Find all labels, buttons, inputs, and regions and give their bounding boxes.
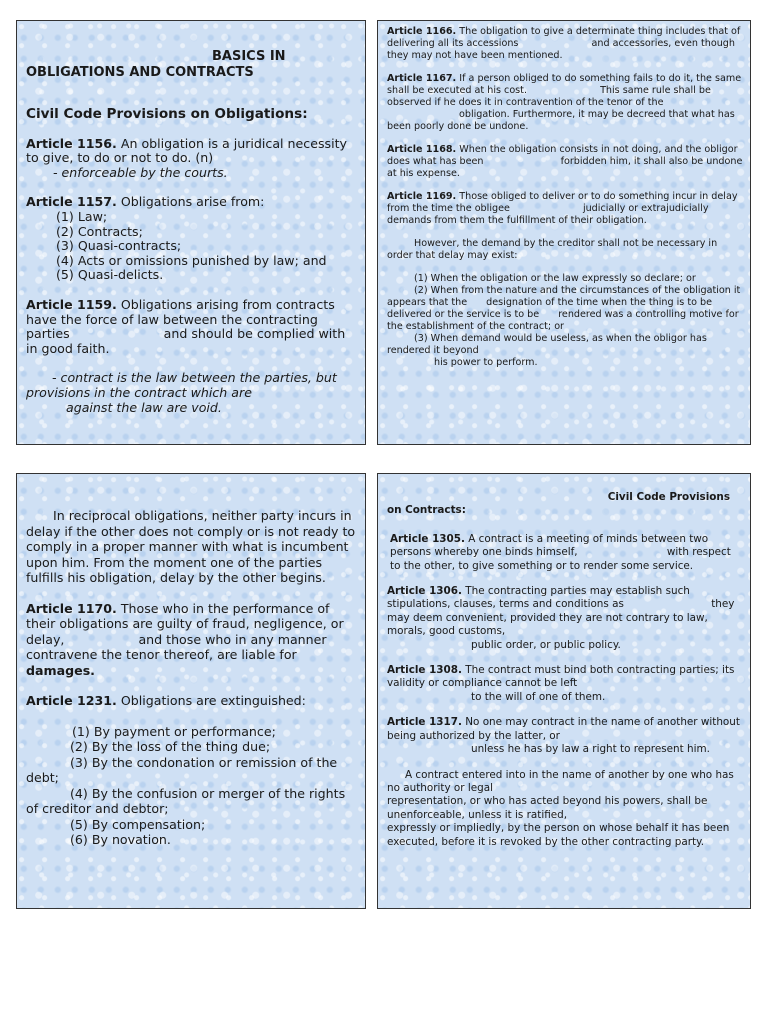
article-note: - enforceable by the courts. <box>53 164 228 180</box>
list-extinguishment-modes <box>26 724 357 848</box>
article-1305 <box>387 533 744 573</box>
list-item: (6) By novation. <box>70 832 171 847</box>
article-1170 <box>26 601 357 679</box>
paragraph-unauthorized-contract <box>387 769 744 849</box>
article-1166 <box>387 26 744 62</box>
article-heading: Article 1157. <box>26 194 117 210</box>
article-text: The contracting parties may establish such stipulations, clauses, terms and conditions as <box>387 585 690 611</box>
article-text: Obligations are extinguished: <box>116 693 306 708</box>
article-heading: Article 1168. <box>387 144 457 155</box>
article-text: obligation. Furthermore, it may be decreed that what has been poorly done be undone. <box>387 109 735 132</box>
list-item <box>387 333 744 369</box>
card-obligations-continued <box>16 473 366 909</box>
paragraph-line: representation, or who has acted beyond his powers, shall be unenforceable, unless it is ratified, <box>387 795 708 821</box>
article-1156 <box>26 137 357 166</box>
note-line: - contract is the law between the parties, but provisions in the contract which are <box>26 370 337 400</box>
article-text: to the will of one of them. <box>471 690 606 703</box>
article-text: Those obliged to deliver or to do something incur in delay from the time the obligee <box>387 191 738 214</box>
section-heading-contracts <box>387 491 744 518</box>
item-line: his power to perform. <box>434 357 538 368</box>
article-heading: Article 1317. <box>387 716 462 729</box>
list-item: (1) By payment or performance; <box>72 723 276 739</box>
article-1169 <box>387 191 744 227</box>
section-heading-obligations: Civil Code Provisions on Obligations: <box>26 106 308 122</box>
item-line: designation of the time when the thing is to be delivered or the service is to be <box>387 297 712 320</box>
article-text: The obligation to give a determinate thing includes that of delivering all its accessions <box>387 26 741 49</box>
article-1157 <box>26 195 357 210</box>
title-line-2: OBLIGATIONS AND CONTRACTS <box>26 65 254 80</box>
article-text: An obligation is a juridical necessity to give, to do or not to do. (n) <box>26 135 347 166</box>
article-text-bold: damages. <box>26 662 95 678</box>
article-heading: Article 1159. <box>26 296 117 312</box>
article-1168 <box>387 144 744 180</box>
document-title <box>26 49 357 81</box>
article-text: and those who in any manner contravene the tenor thereof, are liable for <box>26 631 327 662</box>
article-heading: Article 1306. <box>387 585 462 598</box>
article-heading: Article 1156. <box>26 135 117 151</box>
item-line: (2) When from the nature and the circumstances of the obligation it appears that the <box>387 285 741 308</box>
article-1167 <box>387 73 744 133</box>
article-1159 <box>26 298 357 356</box>
article-1317 <box>387 716 744 756</box>
list-item: (3) Quasi-contracts; <box>56 238 182 254</box>
article-text: they may deem convenient, provided they are not contrary to law, morals, good customs, <box>387 598 735 638</box>
article-heading: Article 1305. <box>390 532 465 545</box>
article-text: The contract must bind both contracting parties; its validity or compliance cannot be left <box>387 664 735 690</box>
list-item: (4) Acts or omissions punished by law; and <box>56 252 327 268</box>
article-1308 <box>387 664 744 704</box>
article-1169-paragraph: However, the demand by the creditor shall not be necessary in order that delay may exist: <box>387 238 718 261</box>
list-item <box>387 285 744 333</box>
list-item: (3) By the condonation or remission of the debt; <box>26 754 338 785</box>
list-item: (1) Law; <box>56 208 108 224</box>
article-text: public order, or public policy. <box>471 638 621 651</box>
article-text: If a person obliged to do something fails to do it, the same shall be executed at his cost. <box>387 73 742 96</box>
article-heading: Article 1166. <box>387 26 457 37</box>
article-text: Obligations arising from contracts have the force of law between the contracting parties <box>26 296 335 342</box>
card-obligations-basics <box>16 20 366 445</box>
article-heading: Article 1169. <box>387 191 457 202</box>
list-sources-of-obligations <box>26 210 357 283</box>
article-text: unless he has by law a right to represent him. <box>471 743 710 756</box>
article-1306 <box>387 585 744 652</box>
list-item: (1) When the obligation or the law expressly so declare; or <box>414 273 696 284</box>
note-line: against the law are void. <box>66 399 222 415</box>
article-text: and should be complied with in good faith. <box>26 326 346 356</box>
article-text: with respect to the other, to give something or to render some service. <box>390 546 731 572</box>
article-text: This same rule shall be observed if he does it in contravention of the tenor of the <box>387 85 711 108</box>
item-line: (3) When demand would be useless, as when the obligor has rendered it beyond <box>387 333 707 356</box>
article-text: forbidden him, it shall also be undone at his expense. <box>387 156 743 179</box>
article-text: judicially or extrajudicially demands from them the fulfillment of their obligation. <box>387 203 709 226</box>
article-heading: Article 1167. <box>387 73 457 84</box>
article-text: Obligations arise from: <box>116 194 265 210</box>
article-heading: Article 1231. <box>26 693 117 708</box>
list-item: (2) Contracts; <box>56 223 143 239</box>
article-1231 <box>26 693 357 709</box>
article-text: A contract is a meeting of minds between two persons whereby one binds himself, <box>390 532 709 559</box>
article-text: and accessories, even though they may not have been mentioned. <box>387 38 735 61</box>
article-text: No one may contract in the name of another without being authorized by the latter, or <box>387 716 740 742</box>
paragraph-line: expressly or impliedly, by the person on whose behalf it has been executed, before it is revoked by the other contracting party. <box>387 822 730 848</box>
heading-line: on Contracts: <box>387 504 466 517</box>
card-contracts <box>377 473 751 909</box>
item-line: rendered was a controlling motive for the establishment of the contract; or <box>387 309 739 332</box>
list-item: (5) By compensation; <box>70 816 206 832</box>
list-item: (4) By the confusion or merger of the rights of creditor and debtor; <box>26 785 346 816</box>
paragraph-line: A contract entered into in the name of another by one who has no authority or legal <box>387 768 734 794</box>
list-item: (5) Quasi-delicts. <box>56 267 164 283</box>
article-note <box>26 371 357 415</box>
title-line-1: BASICS IN <box>212 49 286 64</box>
heading-line: Civil Code Provisions <box>607 491 730 503</box>
card-obligations-articles <box>377 20 751 445</box>
article-heading: Article 1170. <box>26 600 117 616</box>
article-heading: Article 1308. <box>387 664 462 677</box>
list-item: (2) By the loss of the thing due; <box>70 739 271 754</box>
article-text: Those who in the performance of their obligations are guilty of fraud, negligence, or delay, <box>26 600 344 647</box>
paragraph-reciprocal-obligations: In reciprocal obligations, neither party incurs in delay if the other does not comply or is not ready to comply in a proper manner with what is incumbent upon him. From the moment one of the parties fulfills his obligation, delay by the other begins. <box>26 508 356 585</box>
article-text: When the obligation consists in not doing, and the obligor does what has been <box>387 144 738 167</box>
